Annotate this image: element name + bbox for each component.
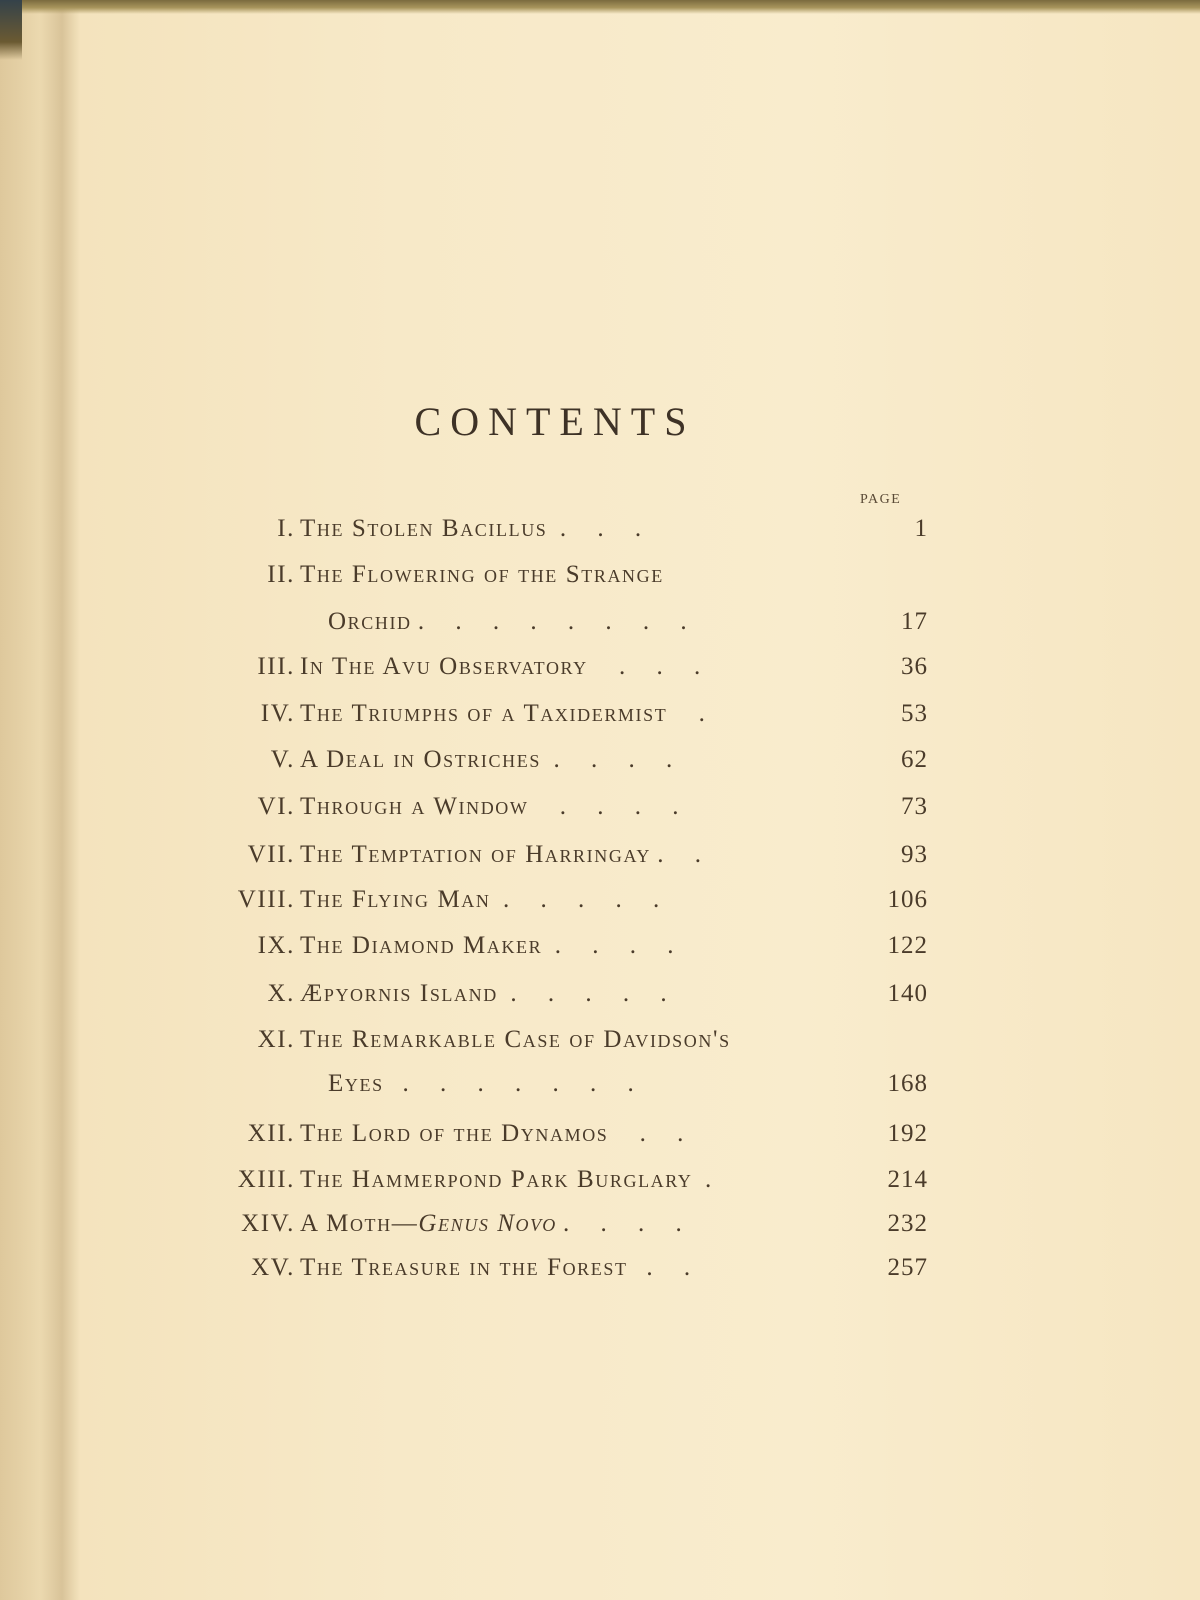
chapter-numeral: XV. [251,1254,295,1281]
chapter-numeral: IX. [257,932,295,959]
toc-entry [0,700,1200,734]
chapter-title-text: The Hammerpond Park Burglary [300,1166,693,1193]
chapter-title [300,700,705,728]
page-number: 106 [887,886,928,913]
toc-entry [0,515,1200,549]
toc-entry [0,793,1200,827]
toc-entry [0,746,1200,780]
chapter-numeral: XII. [247,1120,295,1147]
chapter-title [328,608,687,636]
page-number: 257 [887,1254,928,1281]
toc-entry [0,1254,1200,1288]
dot-leader: . . [651,841,702,868]
chapter-title-text: The Temptation of Harringay [300,841,652,868]
dot-leader: . [692,1166,712,1193]
chapter-title [300,1166,711,1194]
chapter-title-text: The Flying Man [300,886,491,913]
dot-leader: . . . [547,515,642,542]
book-cover-corner [0,0,22,60]
chapter-title [300,1254,690,1282]
chapter-title [300,980,667,1008]
chapter-title [300,1120,683,1148]
chapter-numeral: VII. [247,841,295,868]
toc-entry [0,932,1200,966]
chapter-title-text: The Flowering of the Strange [300,561,664,588]
chapter-title-text: The Treasure in the Forest [300,1254,628,1281]
chapter-numeral: II. [267,561,295,588]
page-number: 122 [887,932,928,959]
chapter-numeral: V. [270,746,295,773]
dot-leader: . . [627,1254,691,1281]
chapter-title-text: Eyes [328,1070,384,1097]
chapter-title-italic: Genus Novo [418,1210,557,1237]
chapter-numeral: X. [267,980,295,1007]
chapter-numeral: I. [277,515,295,542]
toc-entry [0,1166,1200,1200]
page-number: 62 [901,746,928,773]
chapter-numeral: III. [257,653,295,680]
dot-leader: . . [608,1120,684,1147]
chapter-title [300,1210,682,1238]
toc-entry [0,886,1200,920]
toc-entry [0,980,1200,1014]
chapter-title [300,746,672,774]
dot-leader: . . . . . . . [383,1070,634,1097]
page-number: 1 [914,515,928,542]
chapter-title [300,793,679,821]
page-number: 17 [901,608,928,635]
chapter-numeral: XI. [257,1026,295,1053]
dot-leader: . [667,700,705,727]
chapter-numeral: XIII. [237,1166,295,1193]
chapter-title-text: A Moth— [300,1210,419,1237]
chapter-title [300,886,659,914]
page-number: 192 [887,1120,928,1147]
chapter-numeral: XIV. [241,1210,295,1237]
toc-entry [0,1210,1200,1244]
chapter-title [300,653,700,681]
chapter-title-text: Æpyornis Island [300,980,498,1007]
chapter-title-text: A Deal in Ostriches [300,746,541,773]
dot-leader: . . . . [540,746,673,773]
page-number: 53 [901,700,928,727]
dot-leader: . . . [587,653,701,680]
toc-entry [0,1070,1200,1104]
chapter-title-text: The Lord of the Dynamos [300,1120,609,1147]
dot-leader: . . . . . . . . [411,608,687,635]
toc-entry [0,653,1200,687]
chapter-title-text: The Diamond Maker [300,932,543,959]
chapter-numeral: VIII. [237,886,295,913]
page-number: 73 [901,793,928,820]
chapter-title [300,1026,731,1054]
page-number: 93 [901,841,928,868]
chapter-title [300,932,674,960]
chapter-title-text: Through a Window [300,793,529,820]
contents-heading: CONTENTS [414,399,696,444]
dot-leader: . . . . [528,793,679,820]
toc-entry [0,841,1200,875]
dot-leader: . . . . [542,932,674,959]
chapter-title-text: The Triumphs of a Taxidermist [300,700,668,727]
chapter-title [328,1070,634,1098]
page-number: 232 [887,1210,928,1237]
chapter-title [300,561,664,589]
chapter-title-text: The Stolen Bacillus [300,515,548,542]
worn-page-edge [0,0,1200,14]
page-column-label: PAGE [860,492,902,507]
chapter-title-text: Orchid [328,608,412,635]
page-number: 140 [887,980,928,1007]
page-number: 214 [887,1166,928,1193]
dot-leader: . . . . . [490,886,660,913]
toc-entry [0,1120,1200,1154]
page-number: 36 [901,653,928,680]
chapter-title-text: In The Avu Observatory [300,653,588,680]
chapter-title [300,841,701,869]
chapter-numeral: IV. [260,700,295,727]
dot-leader: . . . . . [497,980,667,1007]
dot-leader: . . . . [556,1210,682,1237]
chapter-numeral: VI. [257,793,295,820]
chapter-title-text: The Remarkable Case of Davidson's [300,1026,731,1053]
page-number: 168 [887,1070,928,1097]
toc-entry [0,561,1200,595]
toc-entry [0,608,1200,642]
chapter-title [300,515,641,543]
toc-entry [0,1026,1200,1060]
